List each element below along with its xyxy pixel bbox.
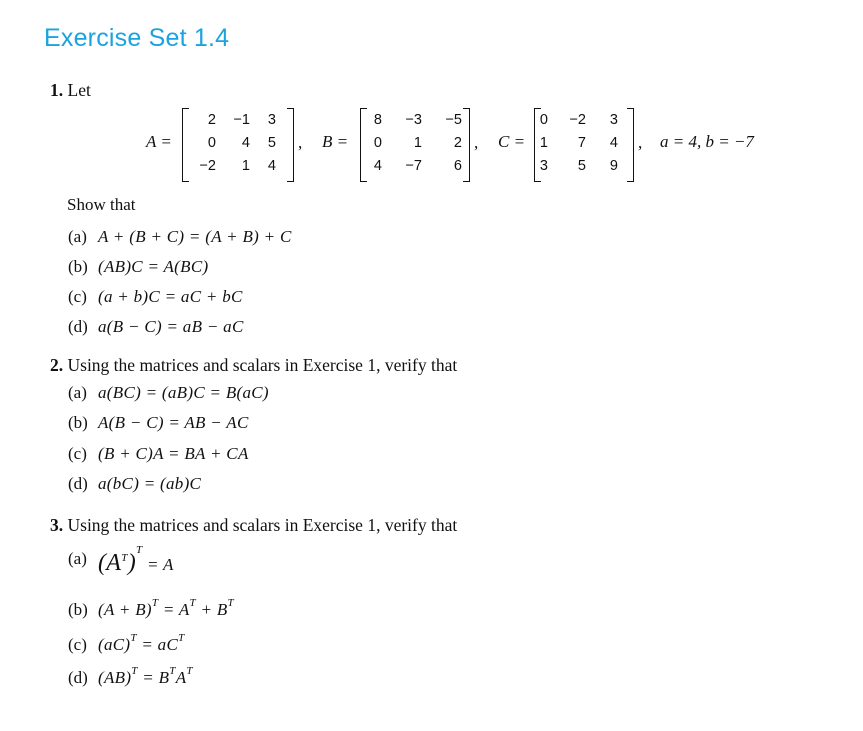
matrix-cell: 4: [373, 158, 382, 174]
exercise-1-number: 1.: [50, 80, 64, 100]
matrix-cell: −7: [405, 158, 422, 174]
matrix-cell: 1: [241, 158, 250, 174]
matrix-cell: 2: [453, 135, 462, 151]
matrix-cell: 3: [609, 112, 618, 128]
matrix-cell: 8: [373, 112, 382, 128]
matrix-b: [360, 108, 470, 180]
exercise-2-text: Using the matrices and scalars in Exercise 1, verify that: [67, 355, 458, 375]
exercise-3-text: Using the matrices and scalars in Exercise 1, verify that: [67, 515, 458, 535]
matrix-cell: −3: [405, 112, 422, 128]
matrix-cell: 6: [453, 158, 462, 174]
matrix-c: [534, 108, 634, 180]
exercise-1-part-c: (c) (a + b)C = aC + bC: [68, 287, 243, 306]
matrix-cell: 3: [539, 158, 548, 174]
exercise-2-part-a: (a) a(BC) = (aB)C = B(aC): [68, 383, 269, 402]
exercise-1-part-a: (a) A + (B + C) = (A + B) + C: [68, 227, 292, 246]
matrix-cell: 7: [577, 135, 586, 151]
matrix-cell: −1: [233, 112, 250, 128]
matrix-cell: 0: [373, 135, 382, 151]
matrix-cell: −2: [199, 158, 216, 174]
matrix-cell: 9: [609, 158, 618, 174]
exercise-2-part-d: (d) a(bC) = (ab)C: [68, 474, 202, 493]
page-title: Exercise Set 1.4: [44, 24, 230, 52]
matrix-cell: 4: [609, 135, 618, 151]
exercise-3-part-c: (c) $(aC)^T = aC^T$: [68, 632, 185, 654]
exercise-1-text: Let: [67, 80, 91, 100]
matrix-a-label: A =: [146, 132, 172, 151]
exercise-1-heading: [50, 80, 91, 101]
matrix-cell: −5: [445, 112, 462, 128]
matrix-cell: 0: [539, 112, 548, 128]
exercise-3-part-d: (d) $(AB)^T = B^TA^T$: [68, 665, 193, 687]
matrix-cell: 1: [539, 135, 548, 151]
exercise-1-part-b: (b) (AB)C = A(BC): [68, 257, 209, 276]
matrix-cell: 4: [267, 158, 276, 174]
exercise-3-part-a: (a) $(A^T)^T = A$: [68, 544, 174, 576]
scalar-values: a = 4, b = −7: [660, 132, 754, 151]
matrix-cell: 2: [207, 112, 216, 128]
matrix-cell: 4: [241, 135, 250, 151]
matrix-cell: 0: [207, 135, 216, 151]
exercise-3-heading: [50, 515, 457, 536]
exercise-2-heading: [50, 355, 457, 376]
exercise-2-number: 2.: [50, 355, 64, 375]
show-that-text: Show that: [67, 195, 136, 214]
matrix-cell: 5: [267, 135, 276, 151]
matrix-a: [182, 108, 294, 180]
matrix-c-label: C =: [498, 132, 526, 151]
exercise-2-part-b: (b) A(B − C) = AB − AC: [68, 413, 249, 432]
exercise-2-part-c: (c) (B + C)A = BA + CA: [68, 444, 249, 463]
exercise-3-number: 3.: [50, 515, 64, 535]
exercise-3-part-b: (b) $(A + B)^T = A^T + B^T$: [68, 597, 234, 619]
matrix-b-label: B =: [322, 132, 349, 151]
exercise-1-part-d: (d) a(B − C) = aB − aC: [68, 317, 244, 336]
matrix-cell: 3: [267, 112, 276, 128]
matrix-definitions: A = 2 −1 3 0 4 5 −2 1 4 , B = 8 −3 −5 0 1 2 4 −7 6 , C = 0 −2 3 1 7 4 3 5 9 , a = 4, b = −7: [0, 103, 863, 185]
matrix-cell: −2: [569, 112, 586, 128]
matrix-cell: 1: [413, 135, 422, 151]
matrix-cell: 5: [577, 158, 586, 174]
